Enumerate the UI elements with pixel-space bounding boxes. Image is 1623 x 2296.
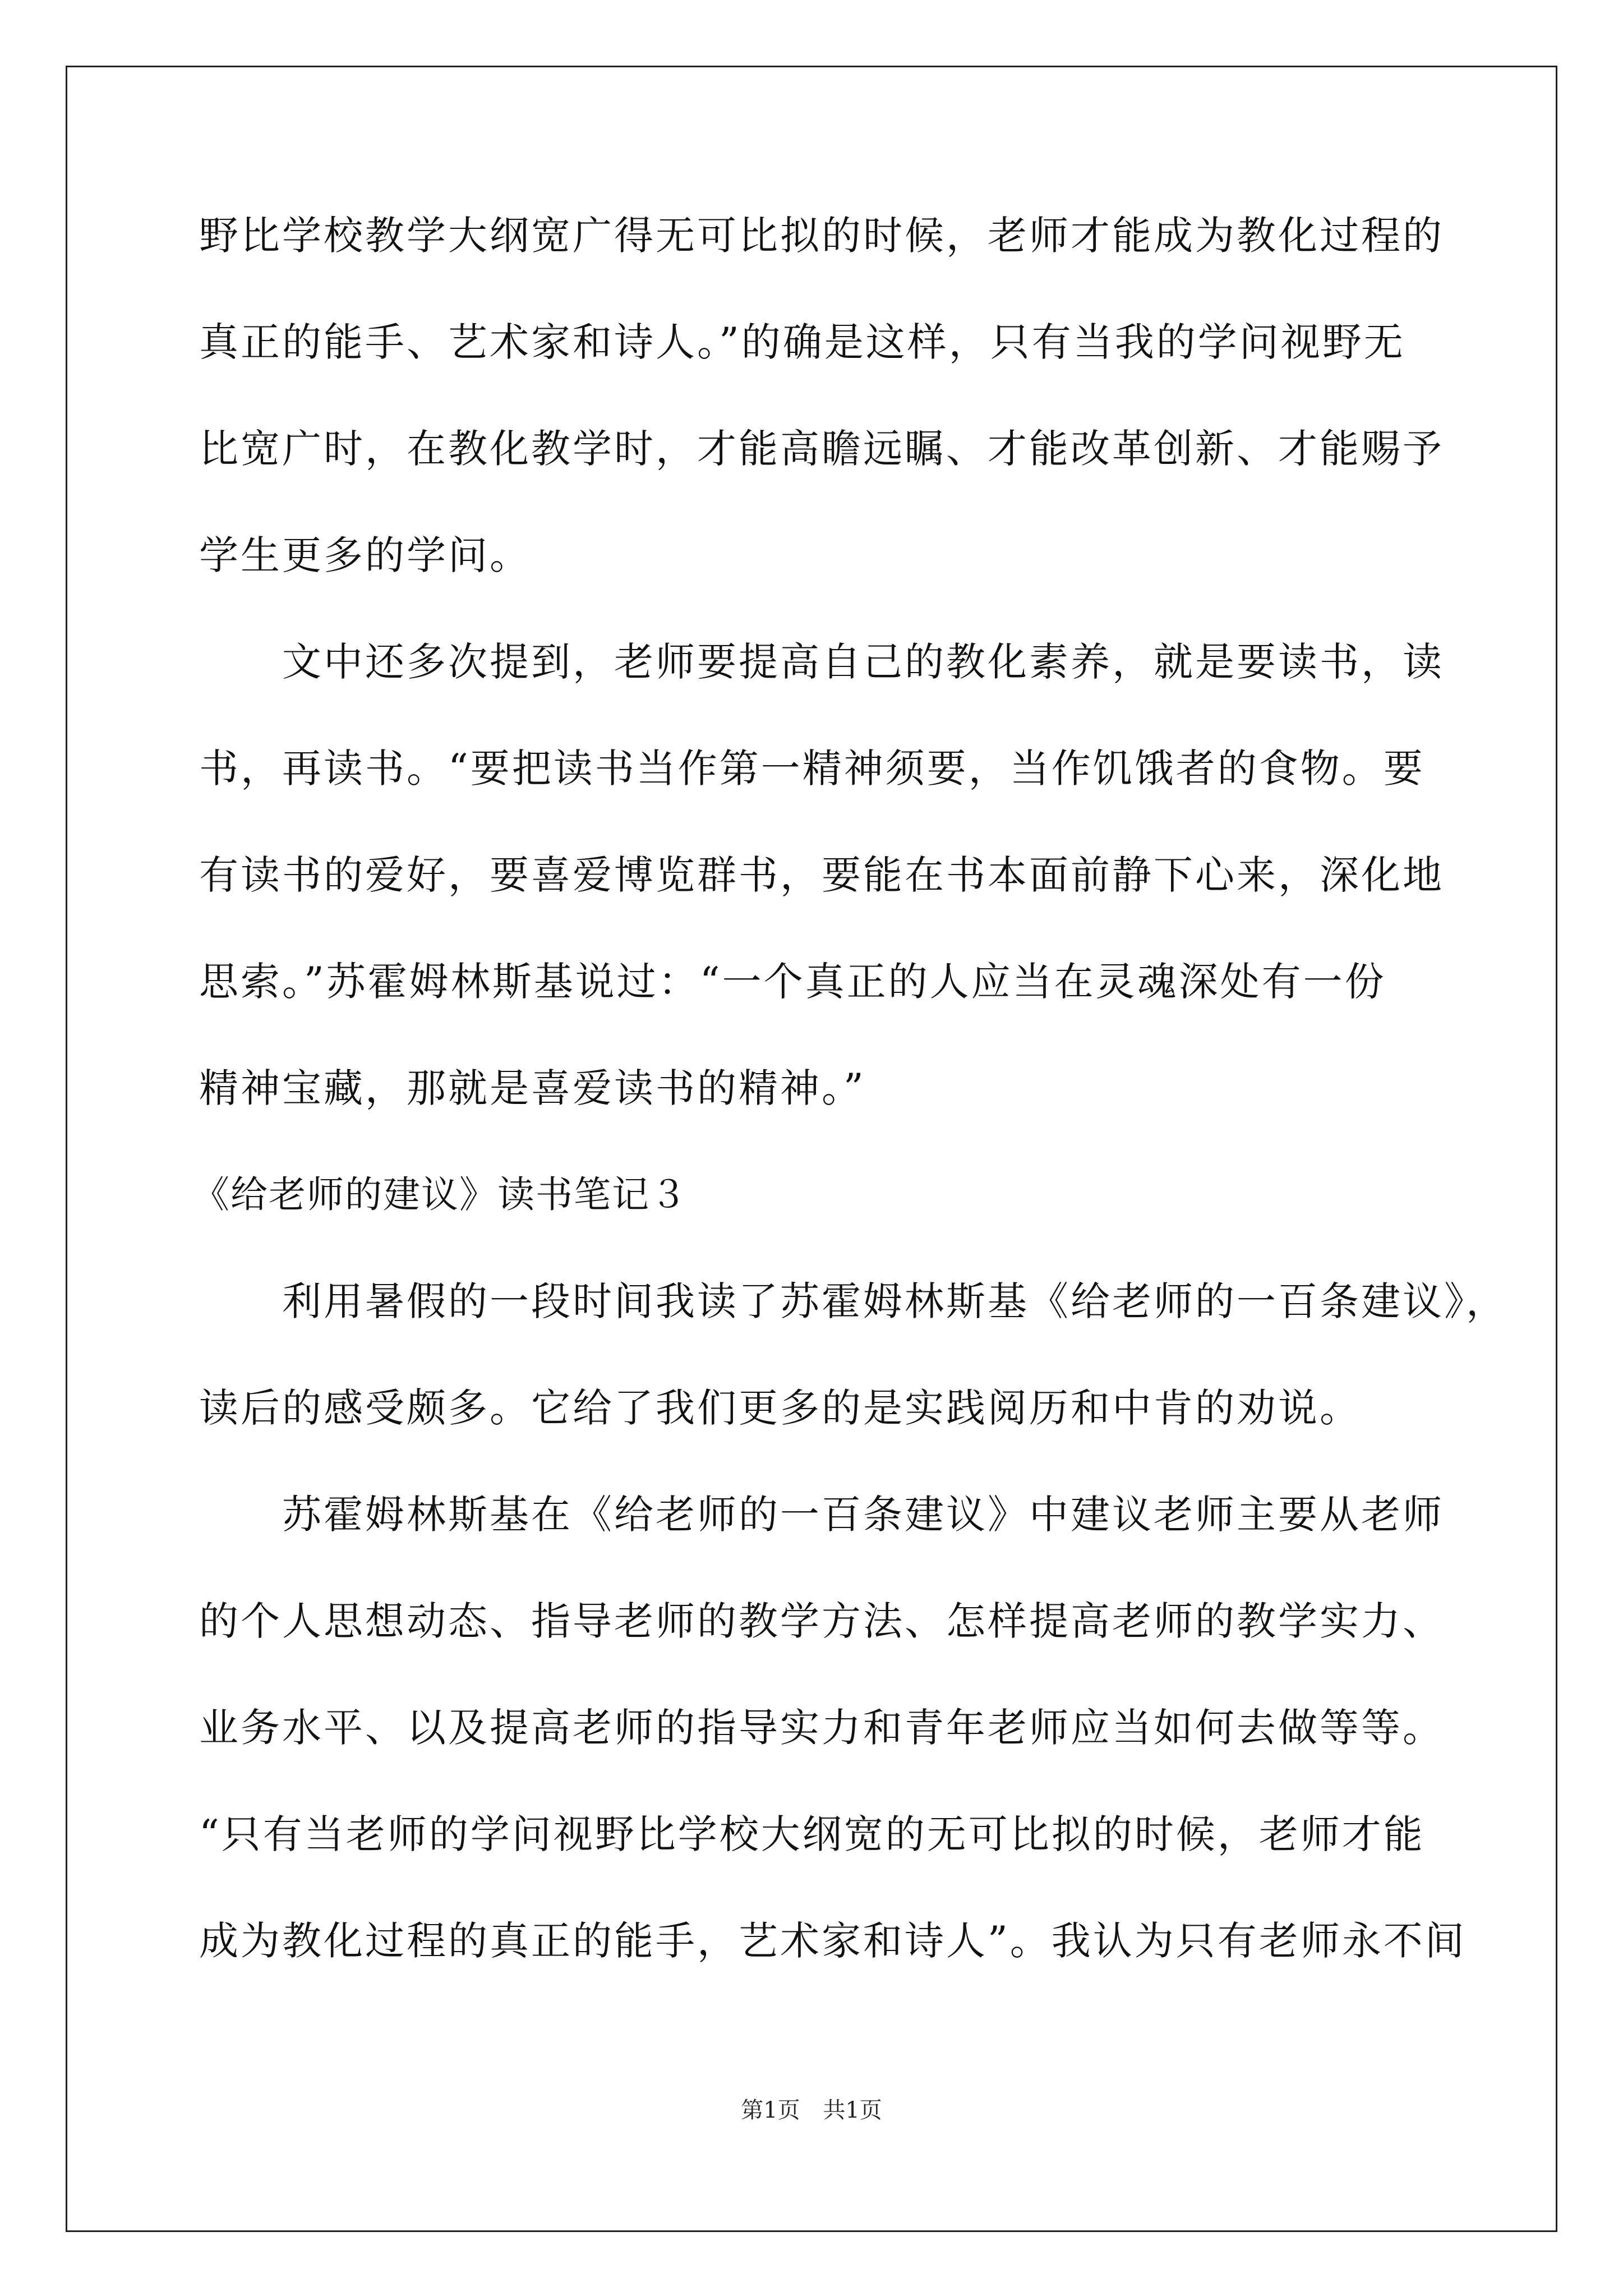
text-line: 有读书的爱好，要喜爱博览群书，要能在书本面前静下心来，深化地 [199, 852, 1444, 898]
document-body [192, 213, 1507, 2025]
text-line: 比宽广时，在教化教学时，才能高瞻远瞩、才能改革创新、才能赐予 [199, 426, 1444, 472]
paragraph-1 [199, 213, 1444, 578]
text-line: 学生更多的学问。 [199, 532, 531, 578]
text-line: 的个人思想动态、指导老师的教学方法、怎样提高老师的教学实力、 [199, 1598, 1444, 1644]
text-line: 利用暑假的一段时间我读了苏霍姆林斯基《给老师的一百条建议》， [282, 1278, 1507, 1324]
text-line: 读后的感受颇多。它给了我们更多的是实践阅历和中肯的劝说。 [199, 1385, 1361, 1431]
text-line: “只有当老师的学问视野比学校大纲宽的无可比拟的时候，老师才能 [199, 1811, 1425, 1857]
page-footer [0, 2097, 1623, 2124]
text-line: 野比学校教学大纲宽广得无可比拟的时候，老师才能成为教化过程的 [199, 213, 1444, 259]
page-total: 共1页 [823, 2097, 882, 2123]
text-line: 成为教化过程的真正的能手，艺术家和诗人”。我认为只有老师永不间 [199, 1918, 1467, 1964]
text-line: 文中还多次提到，老师要提高自己的教化素养，就是要读书，读 [282, 639, 1444, 685]
paragraph-3 [199, 1278, 1507, 1431]
text-line: 思索。”苏霍姆林斯基说过：“一个真正的人应当在灵魂深处有一份 [199, 959, 1386, 1005]
paragraph-4 [199, 1492, 1467, 1964]
paragraph-2 [199, 639, 1444, 1111]
text-line: 真正的能手、艺术家和诗人。”的确是这样，只有当我的学问视野无 [199, 319, 1405, 365]
text-line: 精神宝藏，那就是喜爱读书的精神。” [199, 1065, 866, 1111]
text-line: 书，再读书。“要把读书当作第一精神须要，当作饥饿者的食物。要 [199, 746, 1425, 792]
text-line: 业务水平、以及提高老师的指导实力和青年老师应当如何去做等等。 [199, 1705, 1444, 1751]
section-heading: 《给老师的建议》读书笔记３ [192, 1173, 688, 1216]
text-line: 苏霍姆林斯基在《给老师的一百条建议》中建议老师主要从老师 [282, 1492, 1444, 1538]
page-number: 第1页 [741, 2097, 800, 2123]
